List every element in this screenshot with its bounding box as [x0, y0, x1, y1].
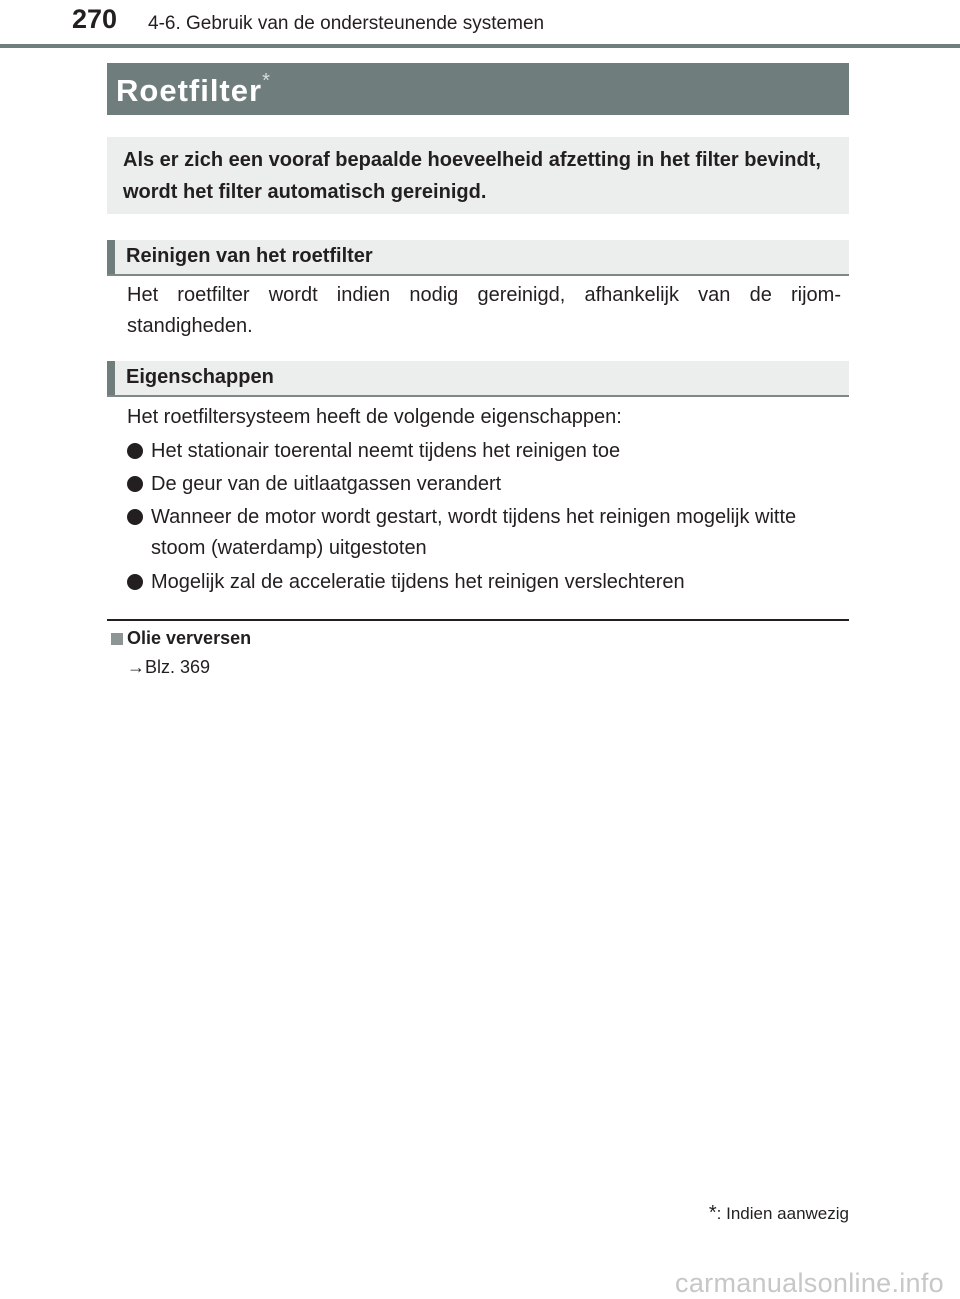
intro-box [107, 137, 849, 214]
reinigen-paragraph: Het roetfilter wordt indien nodig gereinigd, afhankelijk van de rijom-standigheden. [127, 284, 841, 337]
subheading-accent-bar [107, 361, 115, 395]
bullet-icon [127, 509, 143, 525]
square-bullet-icon [111, 633, 123, 645]
intro-text: Als er zich een vooraf bepaalde hoeveelheid afzetting in het filter bevindt, wordt het filter automatisch gereinigd. [123, 149, 821, 203]
page-reference-text: Blz. 369 [145, 657, 211, 677]
footnote-text: : Indien aanwezig [716, 1204, 849, 1223]
subheading-text: Reinigen van het roetfilter [126, 245, 373, 267]
bullet-icon [127, 443, 143, 459]
header-rule [0, 44, 960, 48]
subheading-reinigen [107, 240, 849, 276]
list-item-text: De geur van de uitlaatgassen verandert [151, 473, 502, 495]
footnote [709, 1202, 849, 1225]
note-title: Olie verversen [127, 628, 252, 648]
section-label: 4-6. Gebruik van de ondersteunende systemen [148, 13, 545, 34]
asterisk-icon: * [708, 1202, 717, 1224]
subheading-accent-bar [107, 240, 115, 274]
page-title [116, 70, 271, 109]
page-title-text: Roetfilter [116, 73, 263, 108]
page-reference [127, 657, 210, 678]
asterisk-icon: * [262, 70, 271, 92]
bullet-icon [127, 476, 143, 492]
page-number: 270 [72, 4, 118, 34]
section-divider [107, 619, 849, 621]
arrow-right-icon: → [127, 657, 145, 677]
list-item-text: Het stationair toerental neemt tijdens het reinigen toe [151, 440, 621, 462]
eigenschappen-intro: Het roetfiltersysteem heeft de volgende eigenschappen: [127, 406, 622, 428]
subheading-text: Eigenschappen [126, 366, 274, 388]
list-item-text: Wanneer de motor wordt gestart, wordt tijdens het reinigen mogelijk witte stoom (waterdamp) uitgestoten [151, 506, 797, 559]
subheading-eigenschappen [107, 361, 849, 397]
list-item-text: Mogelijk zal de acceleratie tijdens het reinigen verslechteren [151, 571, 685, 593]
watermark: carmanualsonline.info [675, 1268, 944, 1298]
title-bar [107, 63, 849, 115]
bullet-icon [127, 574, 143, 590]
